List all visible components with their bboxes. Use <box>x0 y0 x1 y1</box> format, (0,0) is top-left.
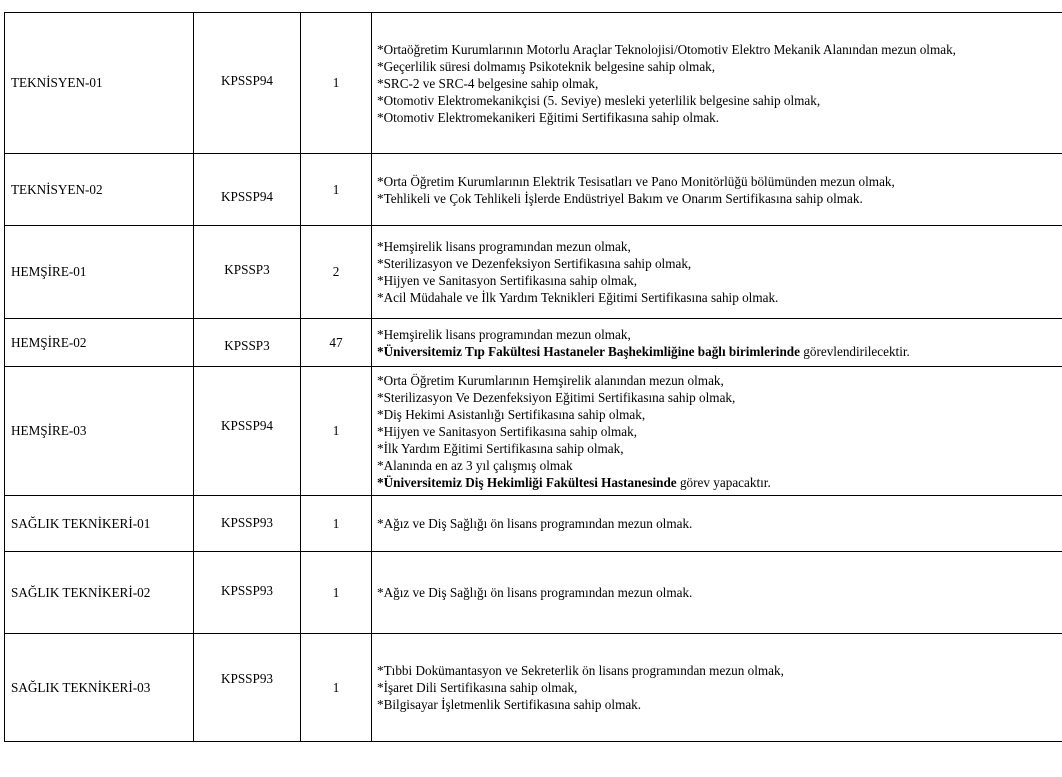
requirement-line <box>377 406 1062 423</box>
exam-code: KPSSP94 <box>220 418 274 433</box>
requirement-line <box>377 696 1062 713</box>
requirement-text: *Orta Öğretim Kurumlarının Hemşirelik alanından mezun olmak, <box>377 372 724 388</box>
requirement-text: *Bilgisayar İşletmenlik Sertifikasına sahip olmak. <box>377 697 642 712</box>
table-row <box>5 154 1062 226</box>
requirement-line <box>377 238 1062 255</box>
requirement-line <box>377 289 1062 306</box>
table-row <box>5 367 1062 496</box>
requirements-cell <box>372 634 1062 742</box>
requirement-line <box>377 457 1062 474</box>
requirement-text: *Hijyen ve Sanitasyon Sertifikasına sahip olmak, <box>377 273 638 288</box>
requirement-text: *Ortaöğretim Kurumlarının Motorlu Araçlar Teknolojisi/Otomotiv Elektro Mekanik Alanından mezun olmak, <box>377 41 956 57</box>
requirement-text: *Otomotiv Elektromekanikçisi (5. Seviye) mesleki yeterlilik belgesine sahip olmak, <box>377 92 821 108</box>
position-cell: HEMŞİRE-02 <box>5 319 194 367</box>
table-row <box>5 226 1062 319</box>
requirements-cell <box>372 496 1062 552</box>
requirements-cell <box>372 226 1062 319</box>
requirement-text: *Ağız ve Diş Sağlığı ön lisans programından mezun olmak. <box>377 516 693 531</box>
requirement-line <box>377 58 1062 75</box>
requirements-cell <box>372 319 1062 367</box>
table-row <box>5 496 1062 552</box>
requirement-text: *İşaret Dili Sertifikasına sahip olmak, <box>377 680 578 695</box>
exam-code: KPSSP94 <box>220 73 274 88</box>
requirement-text: görevlendirilecektir. <box>799 343 910 359</box>
requirement-line <box>377 326 1062 343</box>
requirement-line <box>377 41 1062 58</box>
exam-code-cell <box>194 319 301 367</box>
exam-code: KPSSP93 <box>220 582 274 598</box>
requirements-table <box>4 12 1062 742</box>
exam-code: KPSSP93 <box>220 670 274 686</box>
requirement-emphasis: *Üniversitemiz Diş Hekimliği Fakültesi Hastanesinde <box>377 474 677 490</box>
requirements-cell <box>372 367 1062 496</box>
requirement-line <box>377 372 1062 389</box>
position-cell: HEMŞİRE-03 <box>5 367 194 496</box>
requirement-text: *İlk Yardım Eğitimi Sertifikasına sahip olmak, <box>377 440 624 456</box>
exam-code-cell <box>194 634 301 742</box>
requirement-text: *Tıbbi Dokümantasyon ve Sekreterlik ön lisans programından mezun olmak, <box>377 663 784 678</box>
exam-code-cell <box>194 367 301 496</box>
position-cell: SAĞLIK TEKNİKERİ-01 <box>5 496 194 552</box>
quota-count-cell: 1 <box>301 496 372 552</box>
requirement-line <box>377 423 1062 440</box>
requirement-line <box>377 515 1062 532</box>
requirement-line <box>377 75 1062 92</box>
requirement-text: *Geçerlilik süresi dolmamış Psikoteknik belgesine sahip olmak, <box>377 58 716 74</box>
requirement-text: *Sterilizasyon Ve Dezenfeksiyon Eğitimi Sertifikasına sahip olmak, <box>377 389 736 405</box>
exam-code-cell <box>194 13 301 154</box>
requirement-text: görev yapacaktır. <box>676 474 771 490</box>
requirement-text: *Otomotiv Elektromekanikeri Eğitimi Sertifikasına sahip olmak. <box>377 109 720 125</box>
requirement-text: *Ağız ve Diş Sağlığı ön lisans programından mezun olmak. <box>377 585 693 600</box>
requirement-text: *Alanında en az 3 yıl çalışmış olmak <box>377 457 573 473</box>
requirement-text: *Sterilizasyon ve Dezenfeksiyon Sertifikasına sahip olmak, <box>377 256 692 271</box>
requirement-line <box>377 173 1062 190</box>
requirement-line <box>377 662 1062 679</box>
requirement-line <box>377 343 1062 360</box>
position-cell: SAĞLIK TEKNİKERİ-03 <box>5 634 194 742</box>
requirement-text: *Orta Öğretim Kurumlarının Elektrik Tesisatları ve Pano Monitörlüğü bölümünden mezun olmak, <box>377 173 895 189</box>
table-row <box>5 319 1062 367</box>
requirement-line <box>377 272 1062 289</box>
table-row <box>5 552 1062 634</box>
requirement-line <box>377 389 1062 406</box>
quota-count-cell: 2 <box>301 226 372 319</box>
requirement-line <box>377 440 1062 457</box>
quota-count-cell: 1 <box>301 154 372 226</box>
requirement-line <box>377 474 1062 491</box>
exam-code: KPSSP3 <box>224 262 270 277</box>
exam-code: KPSSP94 <box>220 188 274 204</box>
quota-count-cell: 1 <box>301 367 372 496</box>
requirements-cell <box>372 552 1062 634</box>
quota-count-cell: 1 <box>301 634 372 742</box>
position-cell: TEKNİSYEN-02 <box>5 154 194 226</box>
requirement-text: *Hemşirelik lisans programından mezun olmak, <box>377 239 631 254</box>
requirement-text: *Hijyen ve Sanitasyon Sertifikasına sahip olmak, <box>377 423 638 439</box>
requirement-text: *Acil Müdahale ve İlk Yardım Teknikleri Eğitimi Sertifikasına sahip olmak. <box>377 290 779 305</box>
quota-count-cell: 1 <box>301 13 372 154</box>
requirement-text: *Diş Hekimi Asistanlığı Sertifikasına sahip olmak, <box>377 406 646 422</box>
requirements-cell <box>372 154 1062 226</box>
exam-code-cell <box>194 552 301 634</box>
requirement-text: *Tehlikeli ve Çok Tehlikeli İşlerde Endüstriyel Bakım ve Onarım Sertifikasına sahip olmak. <box>377 190 863 206</box>
quota-count-cell: 1 <box>301 552 372 634</box>
requirement-line <box>377 92 1062 109</box>
position-cell: SAĞLIK TEKNİKERİ-02 <box>5 552 194 634</box>
requirement-line <box>377 679 1062 696</box>
table-body <box>5 13 1062 742</box>
quota-count-cell: 47 <box>301 319 372 367</box>
table-row <box>5 13 1062 154</box>
exam-code-cell <box>194 226 301 319</box>
requirement-line <box>377 584 1062 601</box>
requirements-cell <box>372 13 1062 154</box>
requirement-emphasis: *Üniversitemiz Tıp Fakültesi Hastaneler Başhekimliğine bağlı birimlerinde <box>377 343 800 359</box>
requirement-line <box>377 255 1062 272</box>
exam-code: KPSSP93 <box>220 514 274 530</box>
exam-code-cell <box>194 154 301 226</box>
position-cell: HEMŞİRE-01 <box>5 226 194 319</box>
exam-code: KPSSP3 <box>224 337 270 353</box>
requirement-line <box>377 190 1062 207</box>
requirement-line <box>377 109 1062 126</box>
requirement-text: *Hemşirelik lisans programından mezun olmak, <box>377 326 631 342</box>
table-row <box>5 634 1062 742</box>
requirement-text: *SRC-2 ve SRC-4 belgesine sahip olmak, <box>377 75 599 91</box>
exam-code-cell <box>194 496 301 552</box>
position-cell: TEKNİSYEN-01 <box>5 13 194 154</box>
